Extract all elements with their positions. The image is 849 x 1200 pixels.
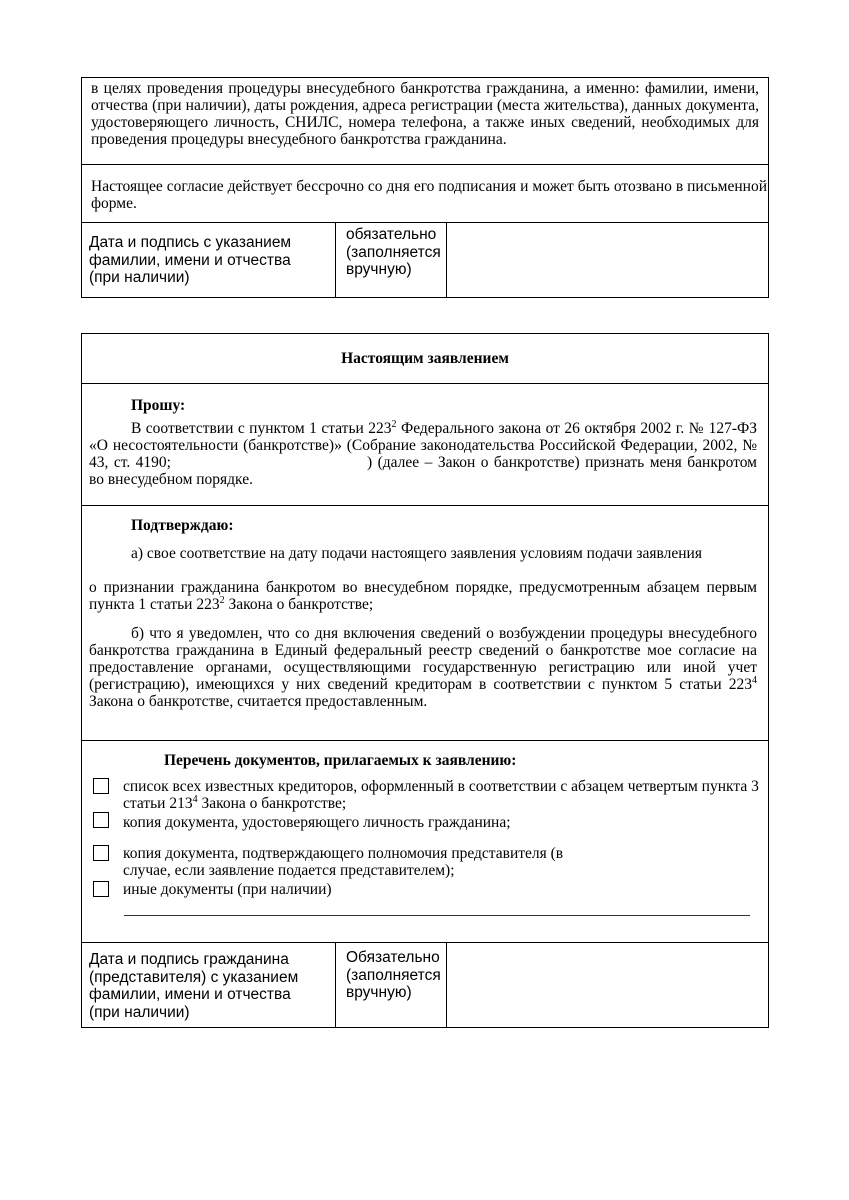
doc2-text: копия документа, удостоверяющего личность гражданина; <box>123 814 511 831</box>
confirm-a-line1 <box>89 545 757 562</box>
signature-field[interactable] <box>447 223 768 297</box>
consent-validity-text: Настоящее согласие действует бессрочно со дня его подписания и может быть отозвано в письменной форме. <box>91 178 767 212</box>
request-text-part2: Федерального закона от 26 октября 2002 г. № 127-ФЗ «О несостоятельности (банкротстве)» (Собрание законодательства Российской Федерации, 2002, № 43, ст. 4190; <box>89 420 758 471</box>
confirm-b <box>89 625 757 710</box>
divider <box>335 942 336 1028</box>
doc1-text-part1: список всех известных кредиторов, оформленный в соответствии с абзацем четвертым пункта 3 статьи 213 <box>123 778 759 812</box>
divider <box>81 164 769 165</box>
confirm-a-sup: 2 <box>219 594 225 606</box>
doc2-checkbox[interactable] <box>93 812 109 828</box>
consent-text: в целях проведения процедуры внесудебного банкротства гражданина, а именно: фамилии, имени, отчества (при наличии), даты рождения, адреса регистрации (места жительства), данных документа, удостоверяющего личность, СНИЛС, номера телефона, а также иных сведений, необходимых для проведения процедуры внесудебного банкротства гражданина. <box>91 80 759 148</box>
request-text-part1: В соответствии с пунктом 1 статьи 223 <box>131 420 392 437</box>
confirm-a-line2 <box>89 579 757 613</box>
divider <box>81 505 769 506</box>
confirm-b-text1: б) что я уведомлен, что со дня включения сведений о возбуждении процедуры внесудебного банкротства гражданина в Единый федеральный реестр сведений о банкротстве мое согласие на предоставление органами, осуществляющими государственную регистрацию или иной учет (регистрацию), имеющихся у них сведений кредиторам в соответствии с пунктом 5 статьи 223 <box>89 625 757 693</box>
signature-label: Дата и подпись с указанием фамилии, имени и отчества (при наличии) <box>89 234 292 286</box>
doc1-checkbox[interactable] <box>93 778 109 794</box>
request-heading: Прошу: <box>131 397 186 414</box>
confirm-a-text2: о признании гражданина банкротом во внесудебном порядке, предусмотренным абзацем первым пункта 1 статьи 223 <box>89 579 757 613</box>
doc4-checkbox[interactable] <box>93 881 109 897</box>
doc3-text: копия документа, подтверждающего полномочия представителя (в случае, если заявление подается представителем); <box>123 845 564 879</box>
divider <box>81 383 769 384</box>
doc4-text: иные документы (при наличии) <box>123 881 332 898</box>
doc3-checkbox[interactable] <box>93 845 109 861</box>
confirm-heading: Подтверждаю: <box>131 517 234 534</box>
request-text-part3: ) (далее – Закон о банкротстве) признать меня банкротом во внесудебном порядке. <box>89 454 757 488</box>
divider <box>335 222 336 298</box>
divider <box>81 740 769 741</box>
application-header: Настоящим заявлением <box>341 350 509 367</box>
doc1-text <box>123 778 761 812</box>
confirm-b-text2: Закона о банкротстве, считается предоставленным. <box>89 693 428 710</box>
applicant-signature-field[interactable] <box>447 943 768 1027</box>
confirm-a-text1: а) свое соответствие на дату подачи настоящего заявления условиям подачи заявления <box>131 545 702 562</box>
other-documents-line[interactable] <box>124 915 750 916</box>
signature-note: обязательно (заполняется вручную) <box>346 226 441 278</box>
applicant-signature-label: Дата и подпись гражданина (представителя) с указанием фамилии, имени и отчества (при наличии) <box>89 951 299 1021</box>
doc1-sup: 4 <box>192 793 198 805</box>
request-text <box>89 420 757 488</box>
documents-heading: Перечень документов, прилагаемых к заявлению: <box>164 752 517 769</box>
request-sup: 2 <box>391 418 397 430</box>
confirm-b-sup: 4 <box>752 674 757 686</box>
doc1-text-part2: Закона о банкротстве; <box>197 795 347 812</box>
confirm-a-text3: Закона о банкротстве; <box>224 596 374 613</box>
applicant-signature-note: Обязательно (заполняется вручную) <box>346 949 441 1001</box>
